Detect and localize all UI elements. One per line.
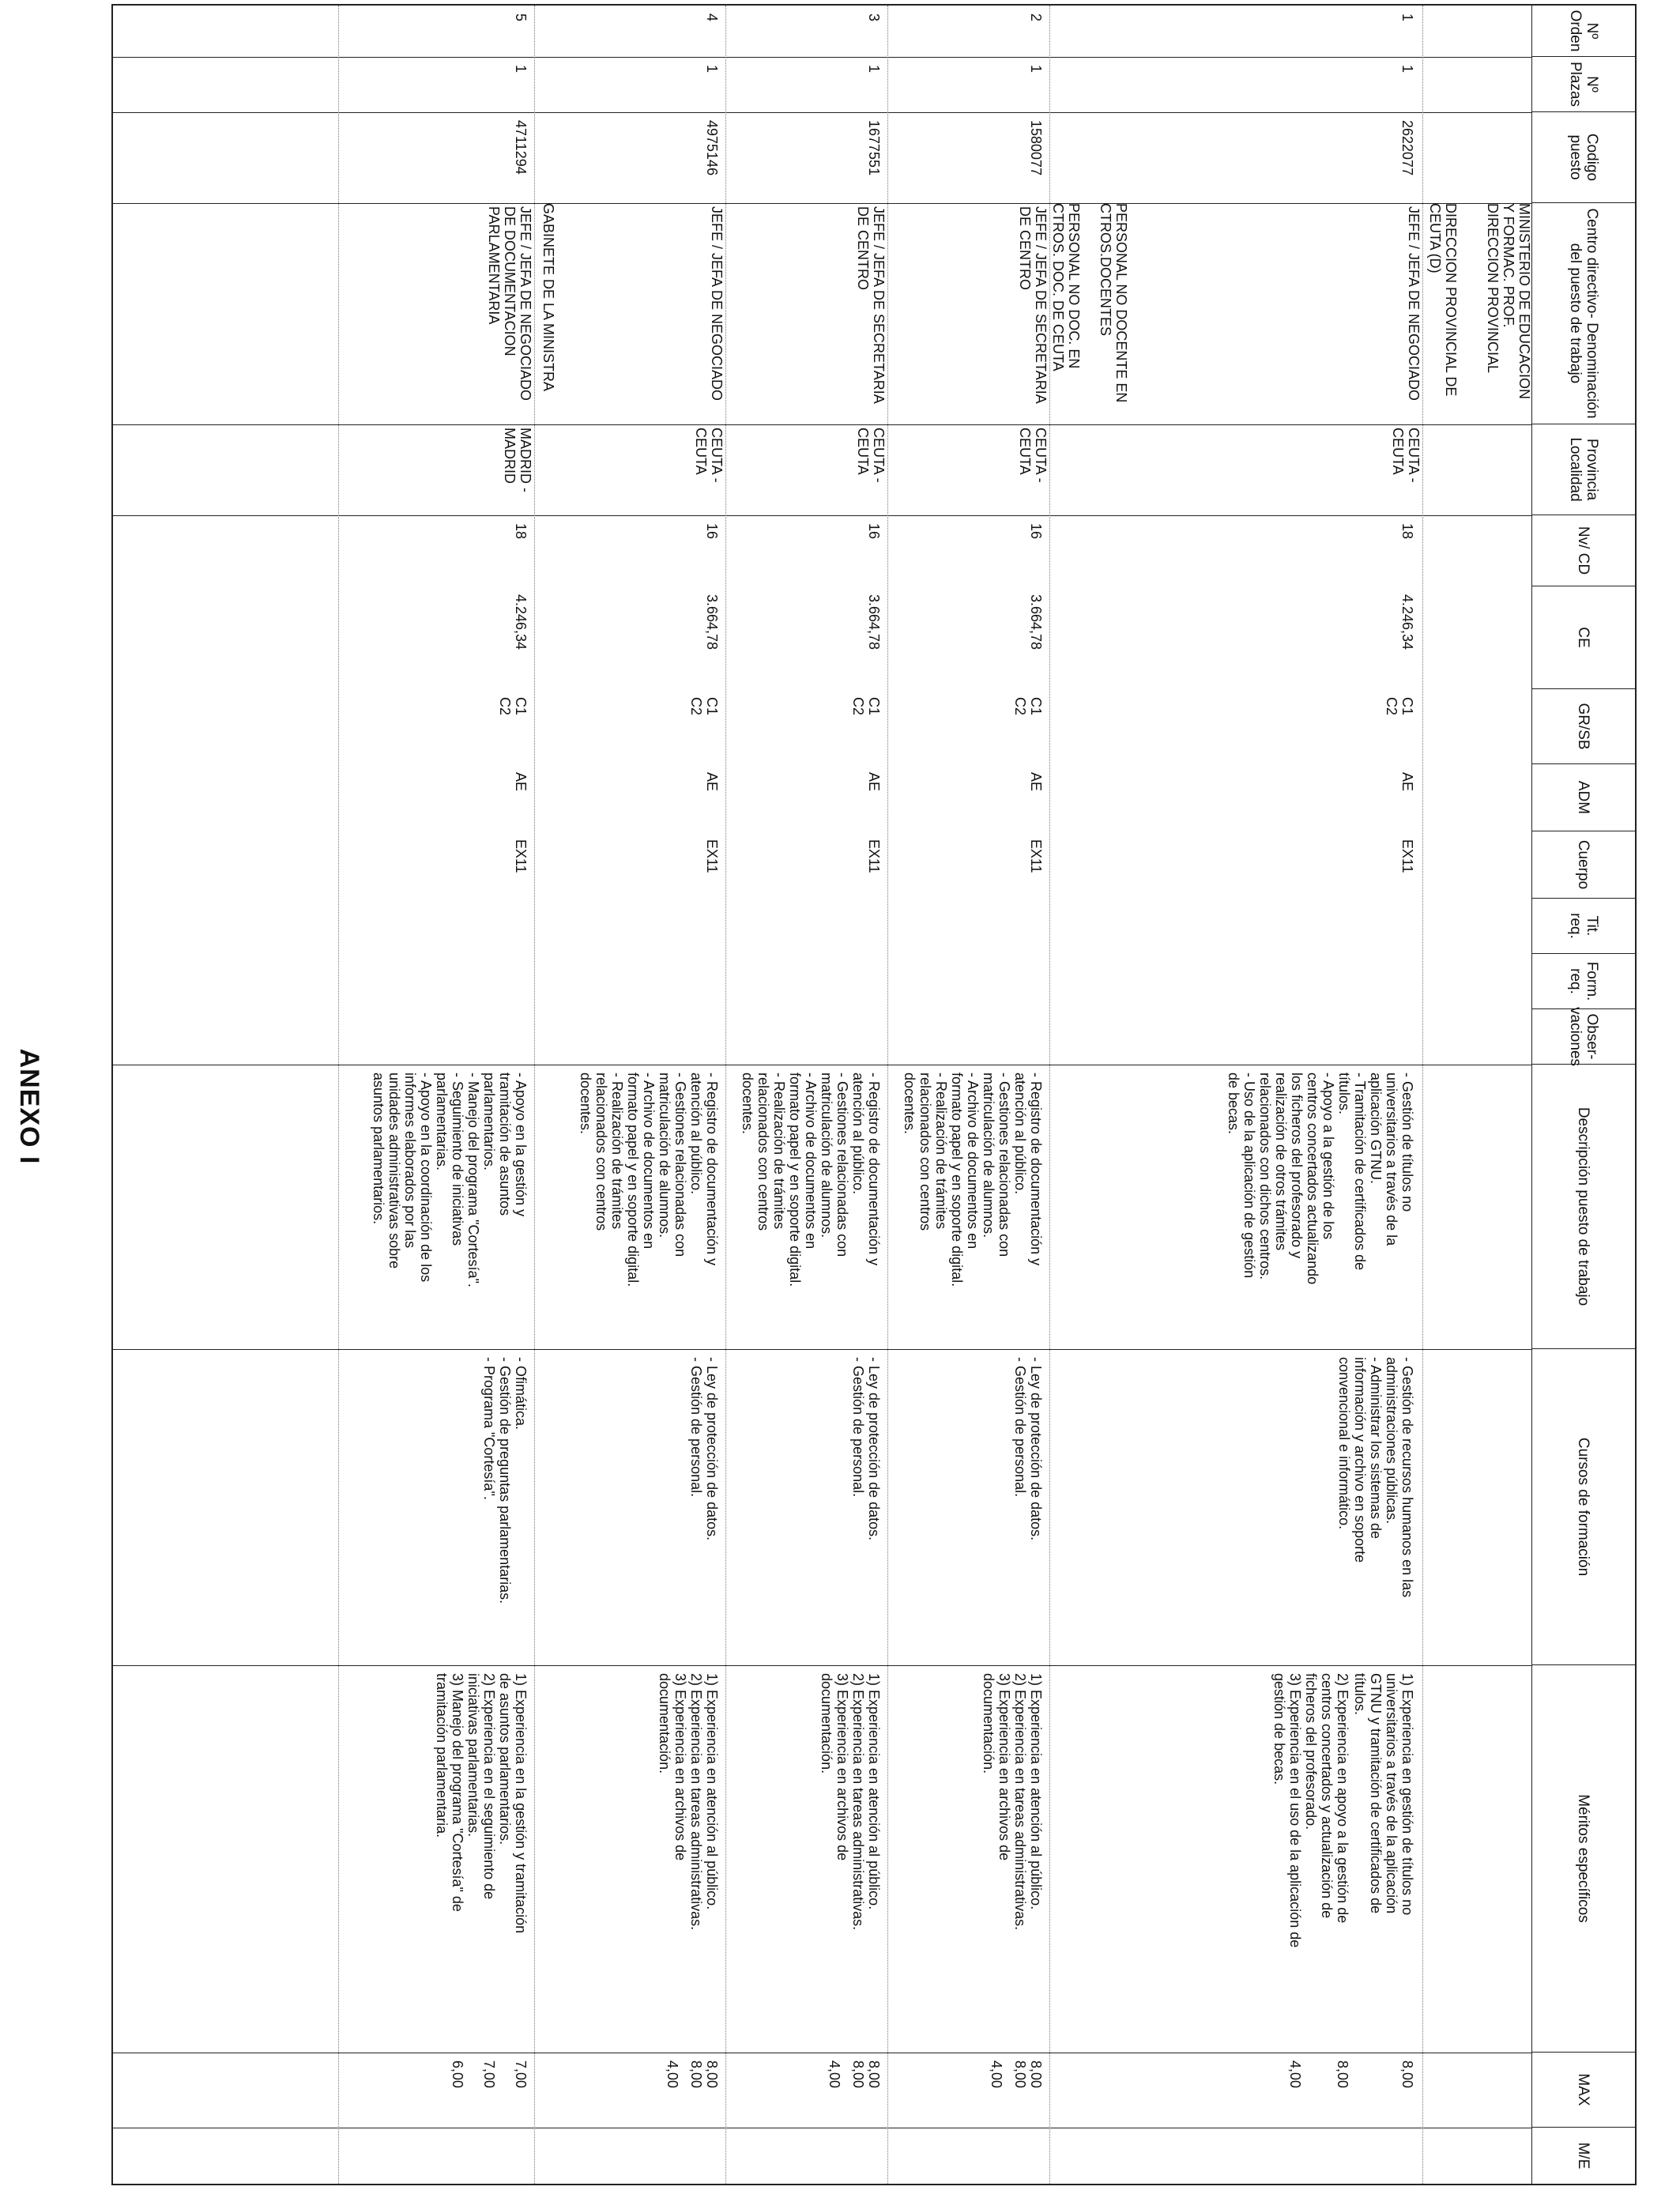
- column-divider: [113, 203, 1532, 204]
- column-divider: [113, 424, 1532, 425]
- row-cuerpo: EX11: [513, 839, 529, 873]
- row-descripcion: - Apoyo en la gestión y tramitación de asuntos parlamentarios. - Manejo del programa "Cortesía". - Seguimiento de iniciativas parlamentarias. - Apoyo en la coordinación de los informes elaborados por las unidades administrativas sobre asuntos parlamentarios.: [371, 1072, 529, 1287]
- column-divider: [113, 112, 1532, 113]
- row-grupo: C1 C2: [688, 697, 720, 716]
- row-cursos: - Gestión de recursos humanos en las administraciones públicas. - Administrar los sistemas de información y archivo en soporte convencional e informático.: [1336, 1357, 1415, 1598]
- row-merito: 2) Experiencia en tareas administrativas.: [850, 1673, 866, 1931]
- row-puesto: JEFE / JEFA DE SECRETARIA DE CENTRO: [1017, 206, 1049, 404]
- row-divider: [338, 6, 339, 2184]
- row-grupo: C1 C2: [497, 697, 529, 716]
- header-ce: CE: [1532, 586, 1635, 689]
- row-orden: 3: [866, 13, 882, 22]
- row-merito: 1) Experiencia en gestión de títulos no universitarios a través de la aplicación GTNU y tramitación de certificados de títulos.: [1352, 1673, 1415, 1916]
- row-orden: 5: [513, 13, 529, 22]
- row-divider: [1049, 6, 1050, 2184]
- row-orden: 1: [1399, 13, 1415, 22]
- row-ce: 4.246,34: [1399, 594, 1415, 650]
- row-grupo: C1 C2: [850, 697, 882, 716]
- group-label-ministerio: MINISTERIO DE EDUCACION Y FORMAC. PROF. DIRECCION PROVINCIAL: [1485, 203, 1532, 400]
- row-merito: 3) Experiencia en archivos de documentación.: [981, 1673, 1012, 1861]
- row-merito: 3) Experiencia en archivos de documentación.: [819, 1673, 850, 1861]
- row-descripcion: - Registro de documentación y atención al público. - Gestiones relacionadas con matriculación de alumnos. - Archivo de documentos en formato papel y en soporte digital. - Realización de trámites relacionados con centros docentes.: [740, 1072, 882, 1287]
- row-merito: 3) Experiencia en el uso de la aplicación de gestión de becas.: [1271, 1673, 1303, 1948]
- header-cursos: Cursos de formación: [1532, 1349, 1635, 1665]
- row-merito: 2) Experiencia en tareas administrativas.: [688, 1673, 704, 1931]
- row-provincia: CEUTA - CEUTA: [693, 428, 725, 483]
- row-merito: 1) Experiencia en la gestión y tramitación de asuntos parlamentarios.: [497, 1673, 529, 1934]
- row-nivel: 16: [866, 523, 882, 540]
- row-codigo: 2622077: [1399, 120, 1415, 176]
- row-max: 8,00: [688, 2060, 704, 2089]
- header-provincia: Provincia Localidad: [1532, 424, 1635, 515]
- row-max: 7,00: [513, 2060, 529, 2089]
- row-grupo: C1 C2: [1012, 697, 1044, 716]
- row-adm: AE: [1399, 772, 1415, 792]
- row-puesto: JEFE / JEFA DE NEGOCIADO DE DOCUMENTACION PARLAMENTARIA: [486, 206, 533, 401]
- group-label-direccion-ceuta: DIRECCION PROVINCIAL DE CEUTA (D): [1427, 203, 1459, 397]
- row-merito: 2) Experiencia en tareas administrativas.: [1012, 1673, 1028, 1931]
- row-max: 8,00: [1335, 2060, 1350, 2089]
- row-cursos: - Ley de protección de datos. - Gestión de personal.: [1012, 1357, 1044, 1541]
- row-max: 4,00: [1287, 2060, 1303, 2089]
- row-descripcion: - Registro de documentación y atención al público. - Gestiones relacionadas con matriculación de alumnos. - Archivo de documentos en formato papel y en soporte digital. - Realización de trámites relacionados con centros docentes.: [578, 1072, 720, 1287]
- row-cursos: - Ley de protección de datos. - Gestión de personal.: [850, 1357, 882, 1541]
- row-max: 4,00: [665, 2060, 680, 2089]
- row-nivel: 16: [1028, 523, 1044, 540]
- row-max: 4,00: [827, 2060, 842, 2089]
- row-max: 6,00: [450, 2060, 465, 2089]
- header-codigo: Codigo puesto: [1532, 112, 1635, 203]
- row-max: 8,00: [850, 2060, 866, 2089]
- header-tit: Tit. req.: [1532, 899, 1635, 954]
- row-merito: 1) Experiencia en atención al público.: [866, 1673, 882, 1910]
- row-cursos: - Ley de protección de datos. - Gestión de personal.: [688, 1357, 720, 1541]
- row-provincia: CEUTA - CEUTA: [1390, 428, 1422, 483]
- row-max: 8,00: [1028, 2060, 1044, 2089]
- header-max: MAX: [1532, 2053, 1635, 2128]
- row-nivel: 18: [513, 523, 529, 540]
- row-max: 7,00: [481, 2060, 497, 2089]
- row-provincia: CEUTA - CEUTA: [1017, 428, 1049, 483]
- row-descripcion: - Gestión de títulos no universitarios a través de la aplicación GTNU. - Tramitación de certificados de títulos. - Apoyo a la gestión de los centros concertados actualizando los ficheros del profesorado y realización de otros trámites relacionados con dichos centros. - Uso de la aplicación de gestión de becas.: [1226, 1072, 1415, 1285]
- row-nivel: 18: [1399, 523, 1415, 540]
- row-cursos: - Ofimática. - Gestión de preguntas parlamentarias. - Programa "Cortesía".: [481, 1357, 529, 1604]
- column-divider: [113, 1665, 1532, 1666]
- header-me: M/E: [1575, 2142, 1592, 2169]
- row-adm: AE: [866, 772, 882, 792]
- header-grupo: GR/SB: [1532, 689, 1635, 764]
- row-merito: 1) Experiencia en atención al público.: [704, 1673, 720, 1910]
- header-cuerpo: Cuerpo: [1532, 831, 1635, 899]
- header-adm: ADM: [1532, 764, 1635, 831]
- row-merito: 3) Manejo del programa "Cortesía" de tramitación parlamentaria.: [434, 1673, 465, 1912]
- row-puesto: JEFE / JEFA DE SECRETARIA DE CENTRO: [855, 206, 887, 404]
- row-merito: 2) Experiencia en el seguimiento de iniciativas parlamentarias.: [465, 1673, 497, 1900]
- positions-table: [111, 4, 1637, 2185]
- row-merito: 3) Experiencia en archivos de documentación.: [657, 1673, 688, 1861]
- row-codigo: 1580077: [1028, 120, 1044, 176]
- row-plazas: 1: [513, 65, 529, 74]
- row-ce: 4.246,34: [513, 594, 529, 650]
- row-cuerpo: EX11: [1399, 839, 1415, 873]
- header-centro: Centro directivo- Denominación del puesto de trabajo: [1532, 203, 1635, 424]
- row-adm: AE: [704, 772, 720, 792]
- header-nivel: Nv/ CD: [1532, 515, 1635, 586]
- row-max: 8,00: [1012, 2060, 1028, 2089]
- document-title: ANEXO I: [14, 1048, 44, 1165]
- row-adm: AE: [513, 772, 529, 792]
- header-orden: Nº Orden: [1532, 6, 1635, 57]
- row-provincia: CEUTA - CEUTA: [855, 428, 887, 483]
- row-ce: 3.664,78: [704, 594, 720, 650]
- row-codigo: 1677551: [866, 120, 882, 176]
- row-max: 8,00: [1399, 2060, 1415, 2089]
- row-merito: 1) Experiencia en atención al público.: [1028, 1673, 1044, 1910]
- row-codigo: 4975146: [704, 120, 720, 176]
- row-divider: [887, 6, 888, 2184]
- group-label-gabinete: GABINETE DE LA MINISTRA: [541, 203, 556, 392]
- row-nivel: 16: [704, 523, 720, 540]
- row-plazas: 1: [1399, 65, 1415, 74]
- header-form: Form. req.: [1532, 954, 1635, 1009]
- row-max: 4,00: [989, 2060, 1004, 2089]
- row-descripcion: - Registro de documentación y atención al público. - Gestiones relacionadas con matriculación de alumnos. - Archivo de documentos en formato papel y en soporte digital. - Realización de trámites relacionados con centros docentes.: [902, 1072, 1044, 1287]
- row-codigo: 4711294: [513, 120, 529, 175]
- row-divider: [534, 6, 535, 2184]
- header-meritos: Méritos específicos: [1532, 1665, 1635, 2053]
- row-divider: [1422, 6, 1423, 2184]
- row-plazas: 1: [1028, 65, 1044, 74]
- row-provincia: MADRID - MADRID: [502, 428, 533, 492]
- group-label-personal-no-doc-ceuta: PERSONAL NO DOC. EN CTROS. DOC. DE CEUTA: [1050, 203, 1082, 371]
- row-ce: 3.664,78: [866, 594, 882, 650]
- row-adm: AE: [1028, 772, 1044, 792]
- header-plazas: Nº Plazas: [1532, 57, 1635, 112]
- column-divider: [113, 515, 1532, 516]
- column-divider: [113, 57, 1532, 58]
- row-cuerpo: EX11: [866, 839, 882, 873]
- row-plazas: 1: [704, 65, 720, 74]
- group-label-personal-no-docente: PERSONAL NO DOCENTE EN CTROS.DOCENTES: [1098, 203, 1129, 403]
- row-divider: [725, 6, 726, 2184]
- row-cuerpo: EX11: [1028, 839, 1044, 873]
- row-merito: 2) Experiencia en apoyo a la gestión de centros concertados y actualización de ficheros del profesorado.: [1303, 1673, 1350, 1924]
- row-max: 8,00: [704, 2060, 720, 2089]
- row-plazas: 1: [866, 65, 882, 74]
- row-grupo: C1 C2: [1384, 697, 1415, 716]
- row-max: 8,00: [866, 2060, 882, 2089]
- row-ce: 3.664,78: [1028, 594, 1044, 650]
- column-divider: [113, 1349, 1532, 1350]
- row-puesto: JEFE / JEFA DE NEGOCIADO: [1406, 206, 1422, 401]
- row-puesto: JEFE / JEFA DE NEGOCIADO: [709, 206, 725, 401]
- header-descripcion: Descripción puesto de trabajo: [1532, 1065, 1635, 1349]
- row-orden: 2: [1028, 13, 1044, 22]
- row-cuerpo: EX11: [704, 839, 720, 873]
- header-obs: Obser- vaciones: [1532, 1009, 1635, 1065]
- row-orden: 4: [704, 13, 720, 22]
